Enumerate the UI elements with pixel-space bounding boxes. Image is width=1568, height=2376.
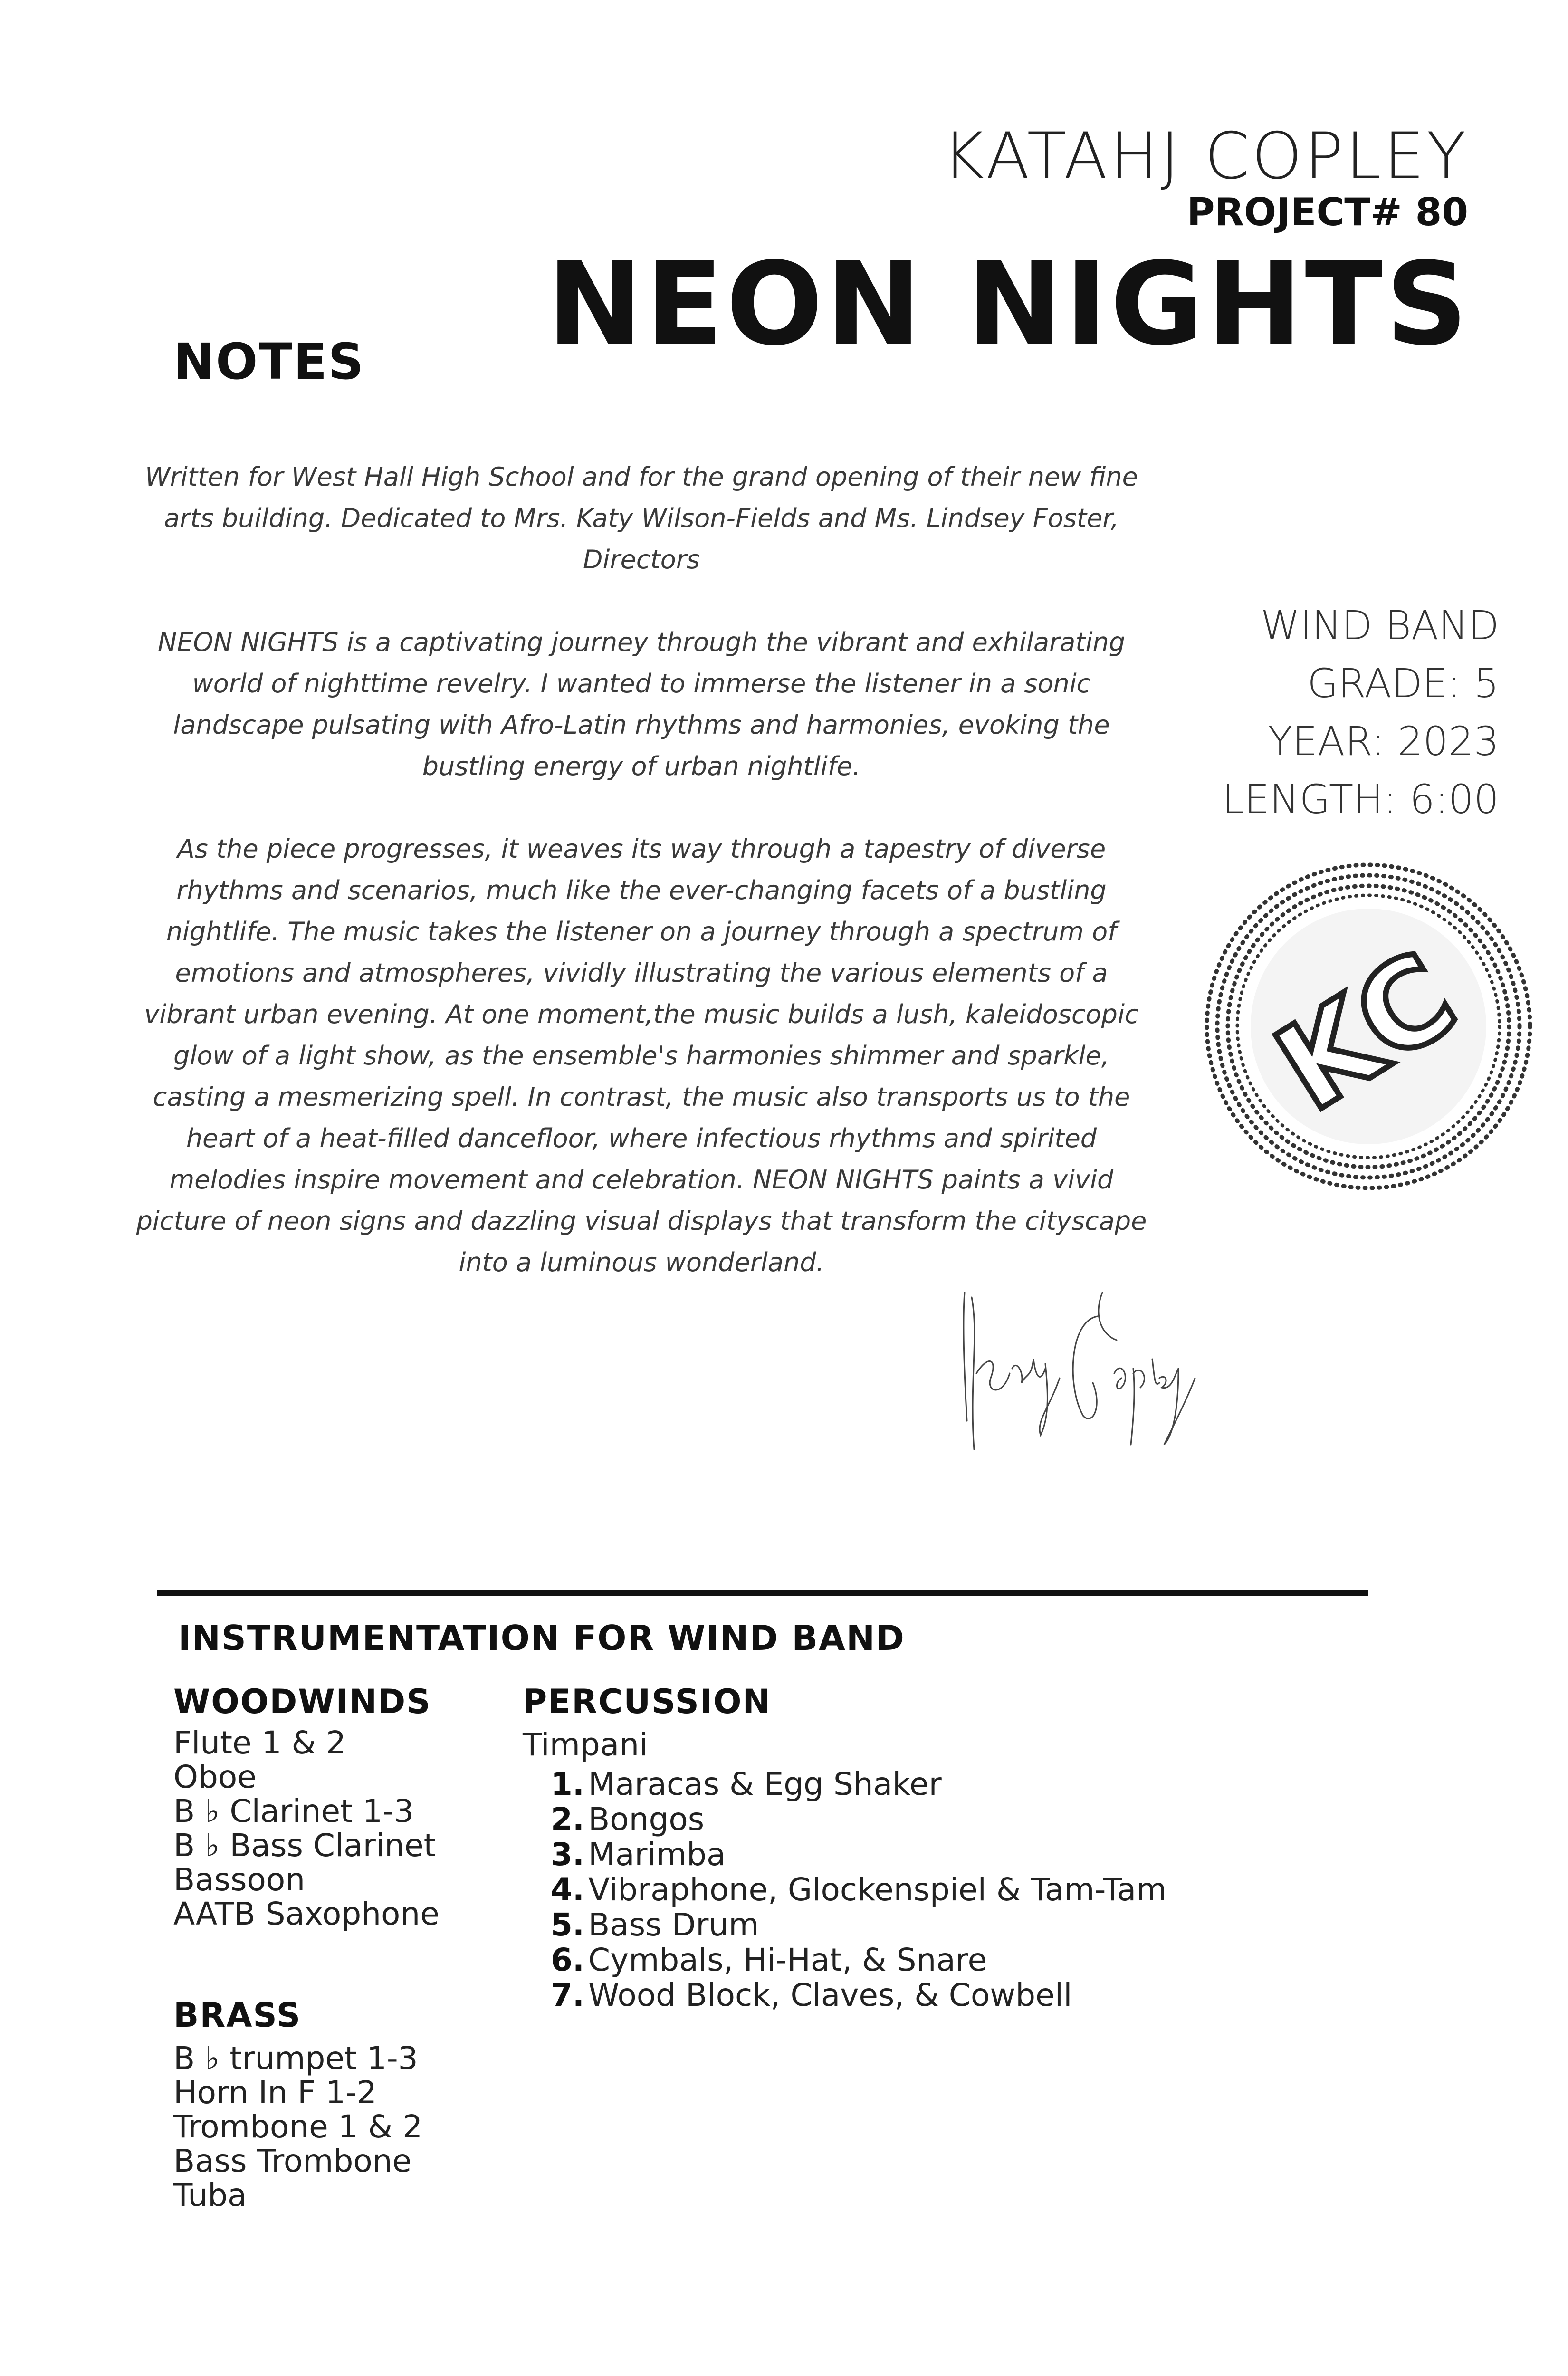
percussion-item [523, 1802, 1330, 1837]
notes-paragraph-description: As the piece progresses, it weaves its way through a tapestry of diverse rhythms and scenarios, much like the ever-changing facets of a bustling nightlife. The music takes the listener on a journey through a spectrum of emotions and atmospheres, vividly illustrating the various elements of a vibrant urban evening. At one moment,the music builds a lush, kaleidoscopic glow of a light show, as the ensemble's harmonies shimmer and sparkle, casting a mesmerizing spell. In contrast, the music also transports us to the heart of a heat-filled dancefloor, where infectious rhythms and spirited melodies inspire movement and celebration. NEON NIGHTS paints a vivid picture of neon signs and dazzling visual displays that transform the cityscape into a luminous wonderland. [136, 834, 1147, 1277]
percussion-label: Bongos [588, 1801, 705, 1838]
instrument-item: Bass Trombone [173, 2143, 412, 2179]
instrument-item: B ♭ Clarinet 1-3 [173, 1793, 414, 1830]
program-notes [133, 456, 1150, 1324]
kc-logo [1202, 860, 1535, 1193]
percussion-label: Maracas & Egg Shaker [588, 1766, 942, 1802]
project-number: PROJECT# 80 [1186, 190, 1468, 234]
percussion-number: 3. [551, 1836, 584, 1873]
percussion-item [523, 1872, 1330, 1907]
percussion-item [523, 1767, 1330, 1802]
composer-name: KATAHJ COPLEY [942, 119, 1468, 193]
year-label: YEAR: 2023 [1268, 718, 1499, 765]
percussion-item [523, 1943, 1330, 1978]
svg-text:KC: KC [1253, 923, 1482, 1138]
notes-paragraph-dedication: Written for West Hall High School and for the grand opening of their new fine arts building. Dedicated to Mrs. Katy Wilson-Fields and Ms. Lindsey Foster, Directors [145, 462, 1138, 575]
length-label: LENGTH: 6:00 [1222, 776, 1499, 823]
percussion-number: 4. [551, 1871, 584, 1908]
instrument-item: Horn In F 1-2 [173, 2074, 377, 2111]
instrument-item: B ♭ trumpet 1-3 [173, 2040, 418, 2077]
grade-label: GRADE: 5 [1307, 660, 1499, 707]
percussion-label: Wood Block, Claves, & Cowbell [588, 1977, 1072, 2013]
percussion-number: 6. [551, 1942, 584, 1978]
composer-signature [950, 1264, 1197, 1464]
piece-title: NEON NIGHTS [547, 238, 1471, 371]
woodwinds-title: WOODWINDS [173, 1682, 431, 1721]
percussion-number: 5. [551, 1907, 584, 1943]
section-divider [157, 1590, 1368, 1596]
percussion-label: Bass Drum [588, 1907, 759, 1943]
instrument-item: Bassoon [173, 1861, 306, 1898]
percussion-label: Vibraphone, Glockenspiel & Tam-Tam [588, 1871, 1167, 1908]
percussion-item [523, 1978, 1330, 2013]
percussion-item [523, 1837, 1330, 1872]
percussion-label: Marimba [588, 1836, 726, 1873]
brass-title: BRASS [173, 1996, 302, 2035]
percussion-number: 1. [551, 1766, 584, 1802]
woodwinds-section [173, 1682, 506, 1931]
instrument-item: AATB Saxophone [173, 1896, 440, 1932]
percussion-item [523, 1907, 1330, 1943]
instrumentation-heading: INSTRUMENTATION FOR WIND BAND [178, 1618, 905, 1658]
piece-info [1119, 596, 1499, 828]
notes-heading: NOTES [173, 333, 365, 391]
brass-section [173, 1996, 506, 2213]
percussion-label: Cymbals, Hi-Hat, & Snare [588, 1942, 987, 1978]
instrument-item: Trombone 1 & 2 [173, 2108, 423, 2145]
ensemble-label: WIND BAND [1260, 602, 1499, 649]
instrument-item: B ♭ Bass Clarinet [173, 1827, 436, 1864]
instrument-item: Oboe [173, 1759, 257, 1795]
percussion-list [523, 1767, 1330, 2013]
notes-paragraph-intro: NEON NIGHTS is a captivating journey through the vibrant and exhilarating world of nighttime revelry. I wanted to immerse the listener in a sonic landscape pulsating with Afro-Latin rhythms and harmonies, evoking the bustling energy of urban nightlife. [157, 627, 1126, 781]
percussion-number: 7. [551, 1977, 584, 2013]
percussion-number: 2. [551, 1801, 584, 1838]
instrument-item: Tuba [173, 2177, 247, 2213]
timpani-item: Timpani [523, 1726, 648, 1763]
percussion-title: PERCUSSION [523, 1682, 772, 1721]
percussion-section [523, 1682, 1330, 2013]
instrument-item: Flute 1 & 2 [173, 1725, 346, 1761]
